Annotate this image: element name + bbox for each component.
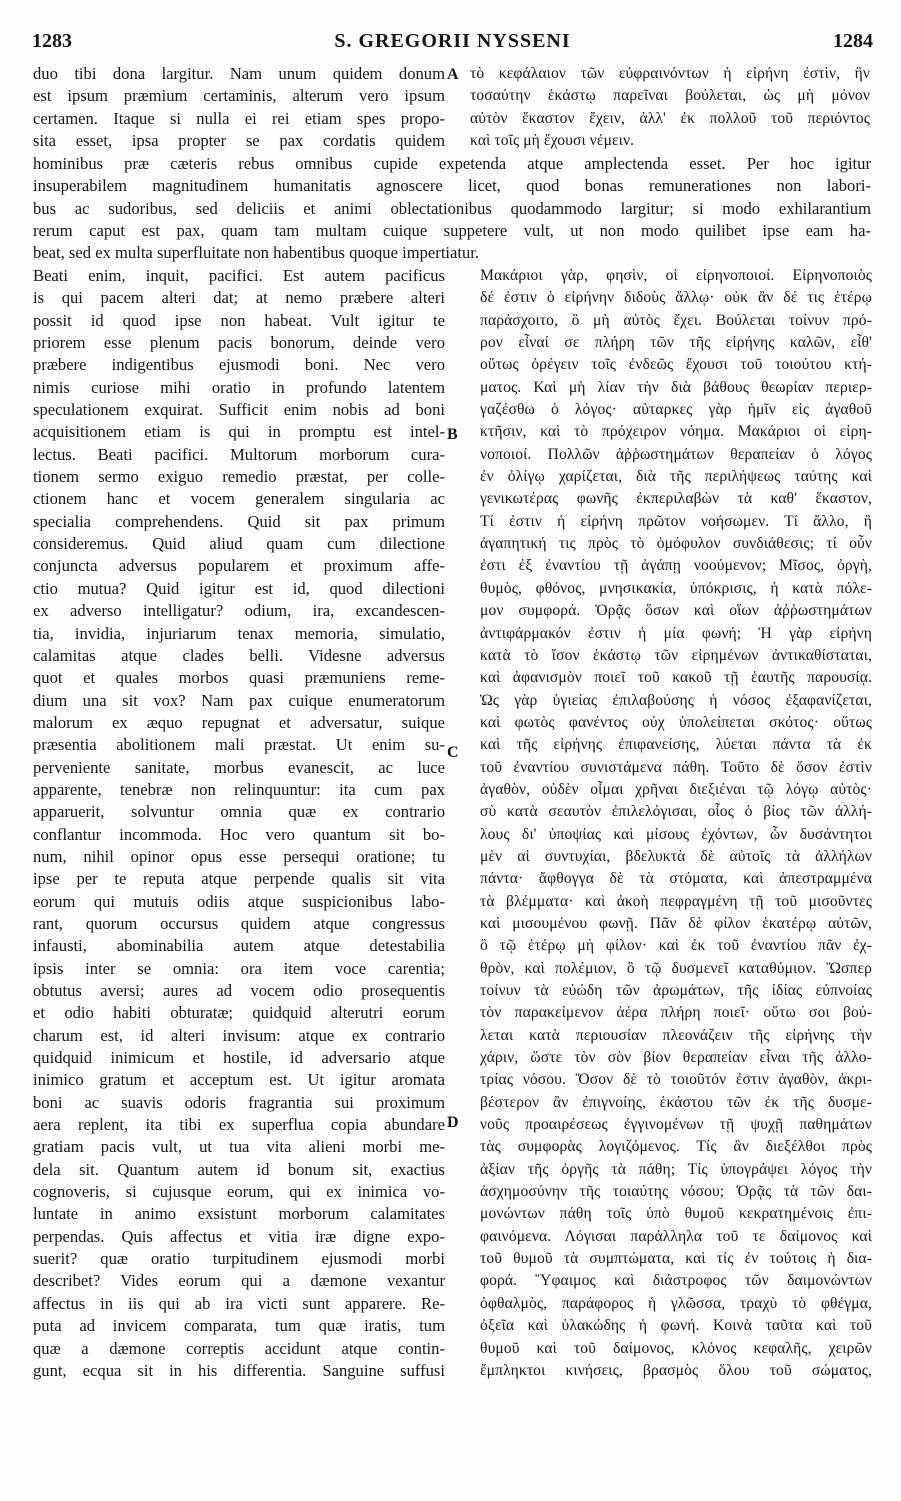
- text-line: μον συμφορά. Ὁρᾷς ὅσων καὶ οἵων ἀῤῥωστημάτων: [480, 602, 872, 620]
- text-line: malorum ex æquo repugnat et adversatur, suique: [33, 712, 445, 732]
- text-line: apparuerit, solvuntur omnia quæ ex contrario: [33, 802, 445, 822]
- text-line: ματος. Καὶ μὴ λίαν τὴν διὰ βάθους θεωρίαν περιερ-: [480, 378, 872, 396]
- text-line: ὃ τῷ ἑτέρῳ μὴ φίλον· καὶ ἐκ τοῦ ἐναντίου πᾶν ἐχ-: [480, 937, 872, 955]
- text-line: perveniente sanitate, morbus evanescit, ac luce: [33, 757, 445, 777]
- text-line: inimico gratum et acceptum est. Ut igitur aromata: [33, 1070, 445, 1090]
- text-line: possit id quod ipse non habeat. Vult igitur te: [33, 310, 445, 330]
- text-line: θυμὸς, φθόνος, μνησικακία, ὑπόκρισις, ἡ κατὰ πόλε-: [480, 579, 872, 597]
- text-line: τοῦ ἐναντίου συνιστάμενα πάθη. Τοῦτο δὲ ὅσον ἐστὶν: [480, 758, 872, 776]
- text-line: duo tibi dona largitur. Nam unum quidem donum: [33, 64, 445, 83]
- text-line: νοποιοί. Πολλῶν ἀῤῥωστημάτων θεραπείαν ὁ λόγος: [480, 445, 872, 463]
- text-line: consideremus. Quid aliud quam cum dilectione: [33, 534, 445, 554]
- latin-top-column: [33, 63, 445, 152]
- text-line: affectus in iis qui ab ira victi sunt apparere. Re-: [33, 1293, 445, 1313]
- text-line: et odio habiti obturatæ; quidquid alterutri eorum: [33, 1003, 445, 1023]
- text-line: acquisitionem etiam is qui in promptu est intel-: [33, 422, 445, 442]
- section-marker-d: D: [447, 1114, 459, 1131]
- text-line: καὶ τῆς εἰρήνης ἐπιφανείσης, λύεται πάντα τὰ ἐκ: [480, 736, 872, 754]
- text-line: obtutus aversi; aures ad vocem odio prosequentis: [33, 981, 445, 1000]
- text-line: κατὰ τὸ ἴσον ἑκάστῳ τῶν εἰρημένων ἀντικαθίσταται,: [480, 646, 872, 664]
- page-number-left: 1283: [32, 30, 72, 52]
- text-line: φαινόμενα. Λόγισαι παράλληλα τοῦ τε δαίμονος καὶ: [480, 1227, 872, 1245]
- text-line: tia, invidia, injuriarum tenax memoria, simulatio,: [33, 623, 445, 643]
- text-line: gunt, ecqua sit in his differentia. Sanguine suffusi: [33, 1360, 445, 1380]
- text-line: puta ad invicem comparata, tum quæ iratis, tum: [33, 1316, 445, 1336]
- text-line: eorum qui mutuis odiis atque suspicionibus labo-: [33, 891, 445, 911]
- text-line: σὺ κατὰ σεαυτὸν ἐπιλελόγισαι, οἷος ὁ βίος τῶν ἀλλή-: [480, 803, 872, 821]
- text-line: τὸν παρακείμενον ἀέρα πλήρη ποιεῖ· οὕτω σοι βού-: [480, 1004, 872, 1022]
- text-line: num, nihil opinor opus esse persequi oratione; tu: [33, 846, 445, 866]
- text-line: is qui pacem alteri dat; at nemo præbere alteri: [33, 288, 445, 308]
- text-line: πάντα· ἄφθογγα δὲ τὰ στόματα, καὶ ἀπεστραμμένα: [480, 870, 872, 888]
- text-line: rerum caput est pax, quam tam multam cuique suppetere vult, ut non modo quilibet ipse eam ha-: [33, 221, 871, 241]
- text-line: insuperabilem magnitudinem humanitatis agnoscere licet, quod bonas remunerationes non labori-: [33, 176, 871, 196]
- text-line: infausti, abominabilia autem atque detestabilia: [33, 936, 445, 956]
- text-line: apparente, tenebræ non relinquuntur: ita cum pax: [33, 779, 445, 799]
- text-line: dela sit. Quantum autem id bonum sit, exactius: [33, 1159, 445, 1179]
- text-line: ipse per te reputa atque perpende qualis sit vita: [33, 869, 445, 889]
- text-line: specialia comprehendens. Quid sit pax primum: [33, 511, 445, 531]
- text-line: quæ a dæmone correptis accidunt atque contin-: [33, 1338, 445, 1358]
- text-line: τοσαύτην ἑκάστῳ παρεῖναι βούλεται, ὡς μὴ μόνον: [470, 87, 870, 105]
- text-line: τὰ βλέμματα· καὶ ἀκοὴ πεφραγμένη τῇ τοῦ μισοῦντες: [480, 892, 872, 910]
- text-line: cognoveris, si cujusque eorum, qui ex inimica vo-: [33, 1182, 445, 1202]
- text-line: hominibus præ cæteris rebus omnibus cupide expetenda atque amplectenda esset. Per hoc igitur: [33, 154, 871, 173]
- text-line: παράσχοιτο, ὃ μὴ αὐτὸς ἔχει. Βούλεται τοίνυν πρό-: [480, 311, 872, 329]
- text-line: ipsis inter se omnia: ora item voce carentia;: [33, 958, 445, 978]
- text-line: χάριν, ὥστε τὸν σὸν βίον θεραπείαν εἶναι τῆς ἀλλο-: [480, 1049, 872, 1067]
- text-line: aera replent, ita tibi ex superflua copia abundare: [33, 1115, 445, 1135]
- text-line: θρὸν, καὶ πολέμιον, ὃ τῷ δυσμενεῖ καταθύμιον. Ὥσπερ: [480, 959, 872, 977]
- text-line: ex adverso intelligatur? odium, ira, excandescen-: [33, 601, 445, 621]
- text-line: ctio mutua? Quid igitur est id, quod dilectioni: [33, 578, 445, 598]
- greek-top-column: [470, 63, 870, 152]
- text-line: quidquid inimicum et hostile, id adversario atque: [33, 1048, 445, 1068]
- text-line: ἀξίαν τῆς ὀργῆς τὰ πάθη; Τίς ὑπογράψει λόγος τὴν: [480, 1160, 872, 1178]
- text-line: ἔμπληκτοι κινήσεις, βρασμὸς ὅλου τοῦ σώματος,: [480, 1361, 872, 1379]
- text-line: priorem esse plenum pacis bonorum, deinde vero: [33, 333, 445, 353]
- text-line: Μακάριοι γὰρ, φησὶν, οἱ εἰρηνοποιοί. Εἰρηνοποιὸς: [480, 267, 872, 284]
- text-line: quot et quales morbos quasi præmuniens reme-: [33, 668, 445, 688]
- section-marker-a: A: [447, 66, 459, 83]
- text-line: τρίας νόσου. Ὅσον δὲ τὸ τοιοῦτόν ἐστιν ἀγαθὸν, ἀκρι-: [480, 1071, 872, 1089]
- text-line: beat, sed ex multa superfluitate non habentibus quoque impertiatur.: [33, 243, 480, 263]
- text-line: καὶ ἀφανισμὸν ποιεῖ τοῦ κακοῦ τῇ ἑαυτῆς παρουσίᾳ.: [480, 669, 872, 687]
- text-line: ἀσχημοσύνην τῆς τοιαύτης νόσου; Ὁρᾷς τὰ τῶν δαι-: [480, 1183, 872, 1201]
- text-line: ἀγαθὸν, οὐδὲν οἶμαι χρῆναι διεξιέναι τῷ λόγῳ αὐτὸς·: [480, 780, 872, 798]
- text-line: nimis curiose mihi oratio in profundo latentem: [33, 377, 445, 397]
- greek-main-column: [480, 265, 872, 1382]
- running-title: S. GREGORII NYSSENI: [334, 30, 571, 52]
- text-line: tionem sermo exiguo remedio præstat, per colle-: [33, 467, 445, 487]
- text-line: δέ ἐστιν ὁ εἰρήνην διδοὺς ἄλλῳ· οὐκ ἂν δέ τις ἑτέρῳ: [480, 289, 872, 307]
- text-line: suerit? quæ oratio turpitudinem ejusmodi morbi: [33, 1249, 445, 1269]
- text-line: καὶ μισουμένου φωνῇ. Πᾶν δὲ φίλον ἑκατέρῳ αὐτῶν,: [480, 914, 872, 932]
- text-line: lectus. Beati pacifici. Multorum morborum cura-: [33, 444, 445, 464]
- text-line: ἀντιφάρμακόν ἐστιν ἡ μία φωνή; Ἡ γὰρ εἰρήνη: [480, 624, 872, 642]
- text-line: τοῦ θυμοῦ τὰ συμπτώματα, καὶ τίς ἐν τούτοις ἡ δια-: [480, 1250, 872, 1268]
- text-line: perpendas. Quis affectus et vitia iræ digne expo-: [33, 1226, 445, 1246]
- section-marker-b: B: [447, 426, 458, 443]
- text-line: οὕτως ὀρέγειν τοῖς ἐνδεῶς ἔχουσι τοῦ τοιούτου κτή-: [480, 356, 872, 374]
- text-line: τὸ κεφάλαιον τῶν εὐφραινόντων ἡ εἰρήνη ἐστὶν, ἣν: [470, 65, 870, 82]
- text-line: ὀξεῖα καὶ ὑλακώδης ἡ φωνή. Κοινὰ ταῦτα καὶ τοῦ: [480, 1317, 872, 1335]
- text-line: describet? Vides eorum qui a dæmone vexantur: [33, 1271, 445, 1291]
- latin-full-width-block: [33, 153, 871, 265]
- text-line: λους δι' ὑποψίας καὶ μίσους ἐχόντων, ὧν δυσάντητοι: [480, 825, 872, 843]
- text-line: conflantur incommoda. Hoc vero quantum sit bo-: [33, 824, 445, 844]
- text-line: ρον εἶναί σε πλήρη τῶν τῆς εἰρήνης καλῶν, εἶθ': [480, 334, 872, 352]
- text-line: νοῦς προαιρέσεως ἐγγινομένων τῇ ψυχῇ παθημάτων: [480, 1116, 872, 1134]
- text-line: λεται κατὰ περιουσίαν πλεονάζειν τῆς εἰρήνης τὴν: [480, 1026, 872, 1044]
- text-line: μονώντων πάθη τοῖς ὑπὸ θυμοῦ κεκρατημένοις ἐπι-: [480, 1205, 872, 1223]
- text-line: Beati enim, inquit, pacifici. Est autem pacificus: [33, 266, 445, 285]
- text-line: ὀφθαλμὸς, παράφορος ἡ γλῶσσα, τραχὺ τὸ φθέγμα,: [480, 1294, 872, 1312]
- text-line: αὐτὸν ἕκαστον ἔχειν, ἀλλ' ἐκ πολλοῦ τοῦ περιόντος: [470, 109, 870, 127]
- text-line: gratiam pacis vult, ut tua vita alieni morbi me-: [33, 1137, 445, 1157]
- text-line: speculationem exquirat. Sufficit enim nobis ad boni: [33, 400, 445, 420]
- text-line: Τί ἐστιν ἡ εἰρήνη πρῶτον νοήσωμεν. Τί ἄλλο, ἢ: [480, 512, 872, 530]
- text-line: τὰς συμφορὰς λογιζόμενος. Τίς ἂν διεξέλθοι πρὸς: [480, 1138, 872, 1156]
- text-line: dium una sit vox? Nam pax cuique enumeratorum: [33, 690, 445, 710]
- text-line: γενικωτέρας φωνῆς ἐκπεριλαβὼν τὰ καθ' ἕκαστον,: [480, 490, 872, 508]
- text-line: boni ac suavis odoris fragrantia sui proximum: [33, 1092, 445, 1112]
- text-line: charum est, id alteri invisum: atque ex contrario: [33, 1025, 445, 1045]
- text-line: conjuncta adversus popularem et proximum affe-: [33, 556, 445, 576]
- page-header: [32, 30, 873, 56]
- text-line: est ipsum præmium certaminis, alterum vero ipsum: [33, 86, 445, 106]
- text-line: ἀγαπητική τις πρὸς τὸ ὁμόφυλον συνδιάθεσις; τί οὖν: [480, 535, 872, 553]
- text-line: calamitas atque clades belli. Videsne adversus: [33, 645, 445, 665]
- text-line: τοίνυν τὰ εὐώδη τῶν ἀρωμάτων, τῆς ἰδίας εὐπνοίας: [480, 982, 872, 999]
- text-line: ctionem hanc et vocem generalem singularia ac: [33, 489, 445, 509]
- text-line: καὶ φωτὸς φανέντος οὐχ ὑπολείπεται σκότος· οὕτως: [480, 713, 872, 731]
- text-line: φορά. Ὕφαιμος καὶ διάστροφος τῶν δαιμονώντων: [480, 1272, 872, 1290]
- text-line: certamen. Itaque si nulla ei rei etiam spes propo-: [33, 108, 445, 128]
- text-line: κτῆσιν, καὶ τὸ πρόχειρον νόημα. Μακάριοι οἱ εἰρη-: [480, 423, 872, 441]
- text-line: θυμοῦ καὶ τοῦ δαίμονος, κλόνος κεφαλῆς, χειρῶν: [480, 1339, 872, 1357]
- text-line: bus ac sudoribus, sed deliciis et animi oblectationibus quodammodo largitur; si modo exhilarantium: [33, 198, 871, 218]
- page-number-right: 1284: [833, 30, 873, 52]
- text-line: καὶ τοῖς μὴ ἔχουσι νέμειν.: [470, 132, 635, 150]
- text-line: ἐστι ἐξ ἐναντίου τῇ ἀγάπῃ νοούμενον; Μῖσος, ὀργὴ,: [480, 557, 872, 575]
- text-line: rant, quorum occursus quidem atque congressus: [33, 913, 445, 933]
- section-marker-c: C: [447, 744, 459, 761]
- latin-main-column: [33, 265, 445, 1382]
- text-line: luntate in animo exsistunt morborum calamitates: [33, 1204, 445, 1224]
- text-line: præbere indigentibus ejusmodi boni. Nec vero: [33, 355, 445, 375]
- text-line: ἐν ὀλίγῳ χαρίζεται, διὰ τῆς περιλήψεως ταύτης καὶ: [480, 468, 872, 486]
- text-line: Ὡς γὰρ ὑγιείας ἐπιλαβούσης ἡ νόσος ἐξαφανίζεται,: [480, 691, 872, 709]
- text-line: sita esset, ipsa propter se pax cordatis quidem: [33, 131, 445, 151]
- text-line: γαζέσθω ὁ λόγος· αὐταρκες γὰρ ἡμῖν εἰς ἀγαθοῦ: [480, 401, 872, 419]
- text-line: μὲν αἱ συντυχίαι, βδελυκτὰ δὲ αὐτοῖς τὰ ἀλλήλων: [480, 847, 872, 865]
- text-line: βέστερον ἂν ἐπιγνοίης, ἑκάστου τῶν ἐκ τῆς δυσμε-: [480, 1093, 872, 1111]
- text-line: præsentia abolitionem mali præstat. Ut enim su-: [33, 735, 445, 755]
